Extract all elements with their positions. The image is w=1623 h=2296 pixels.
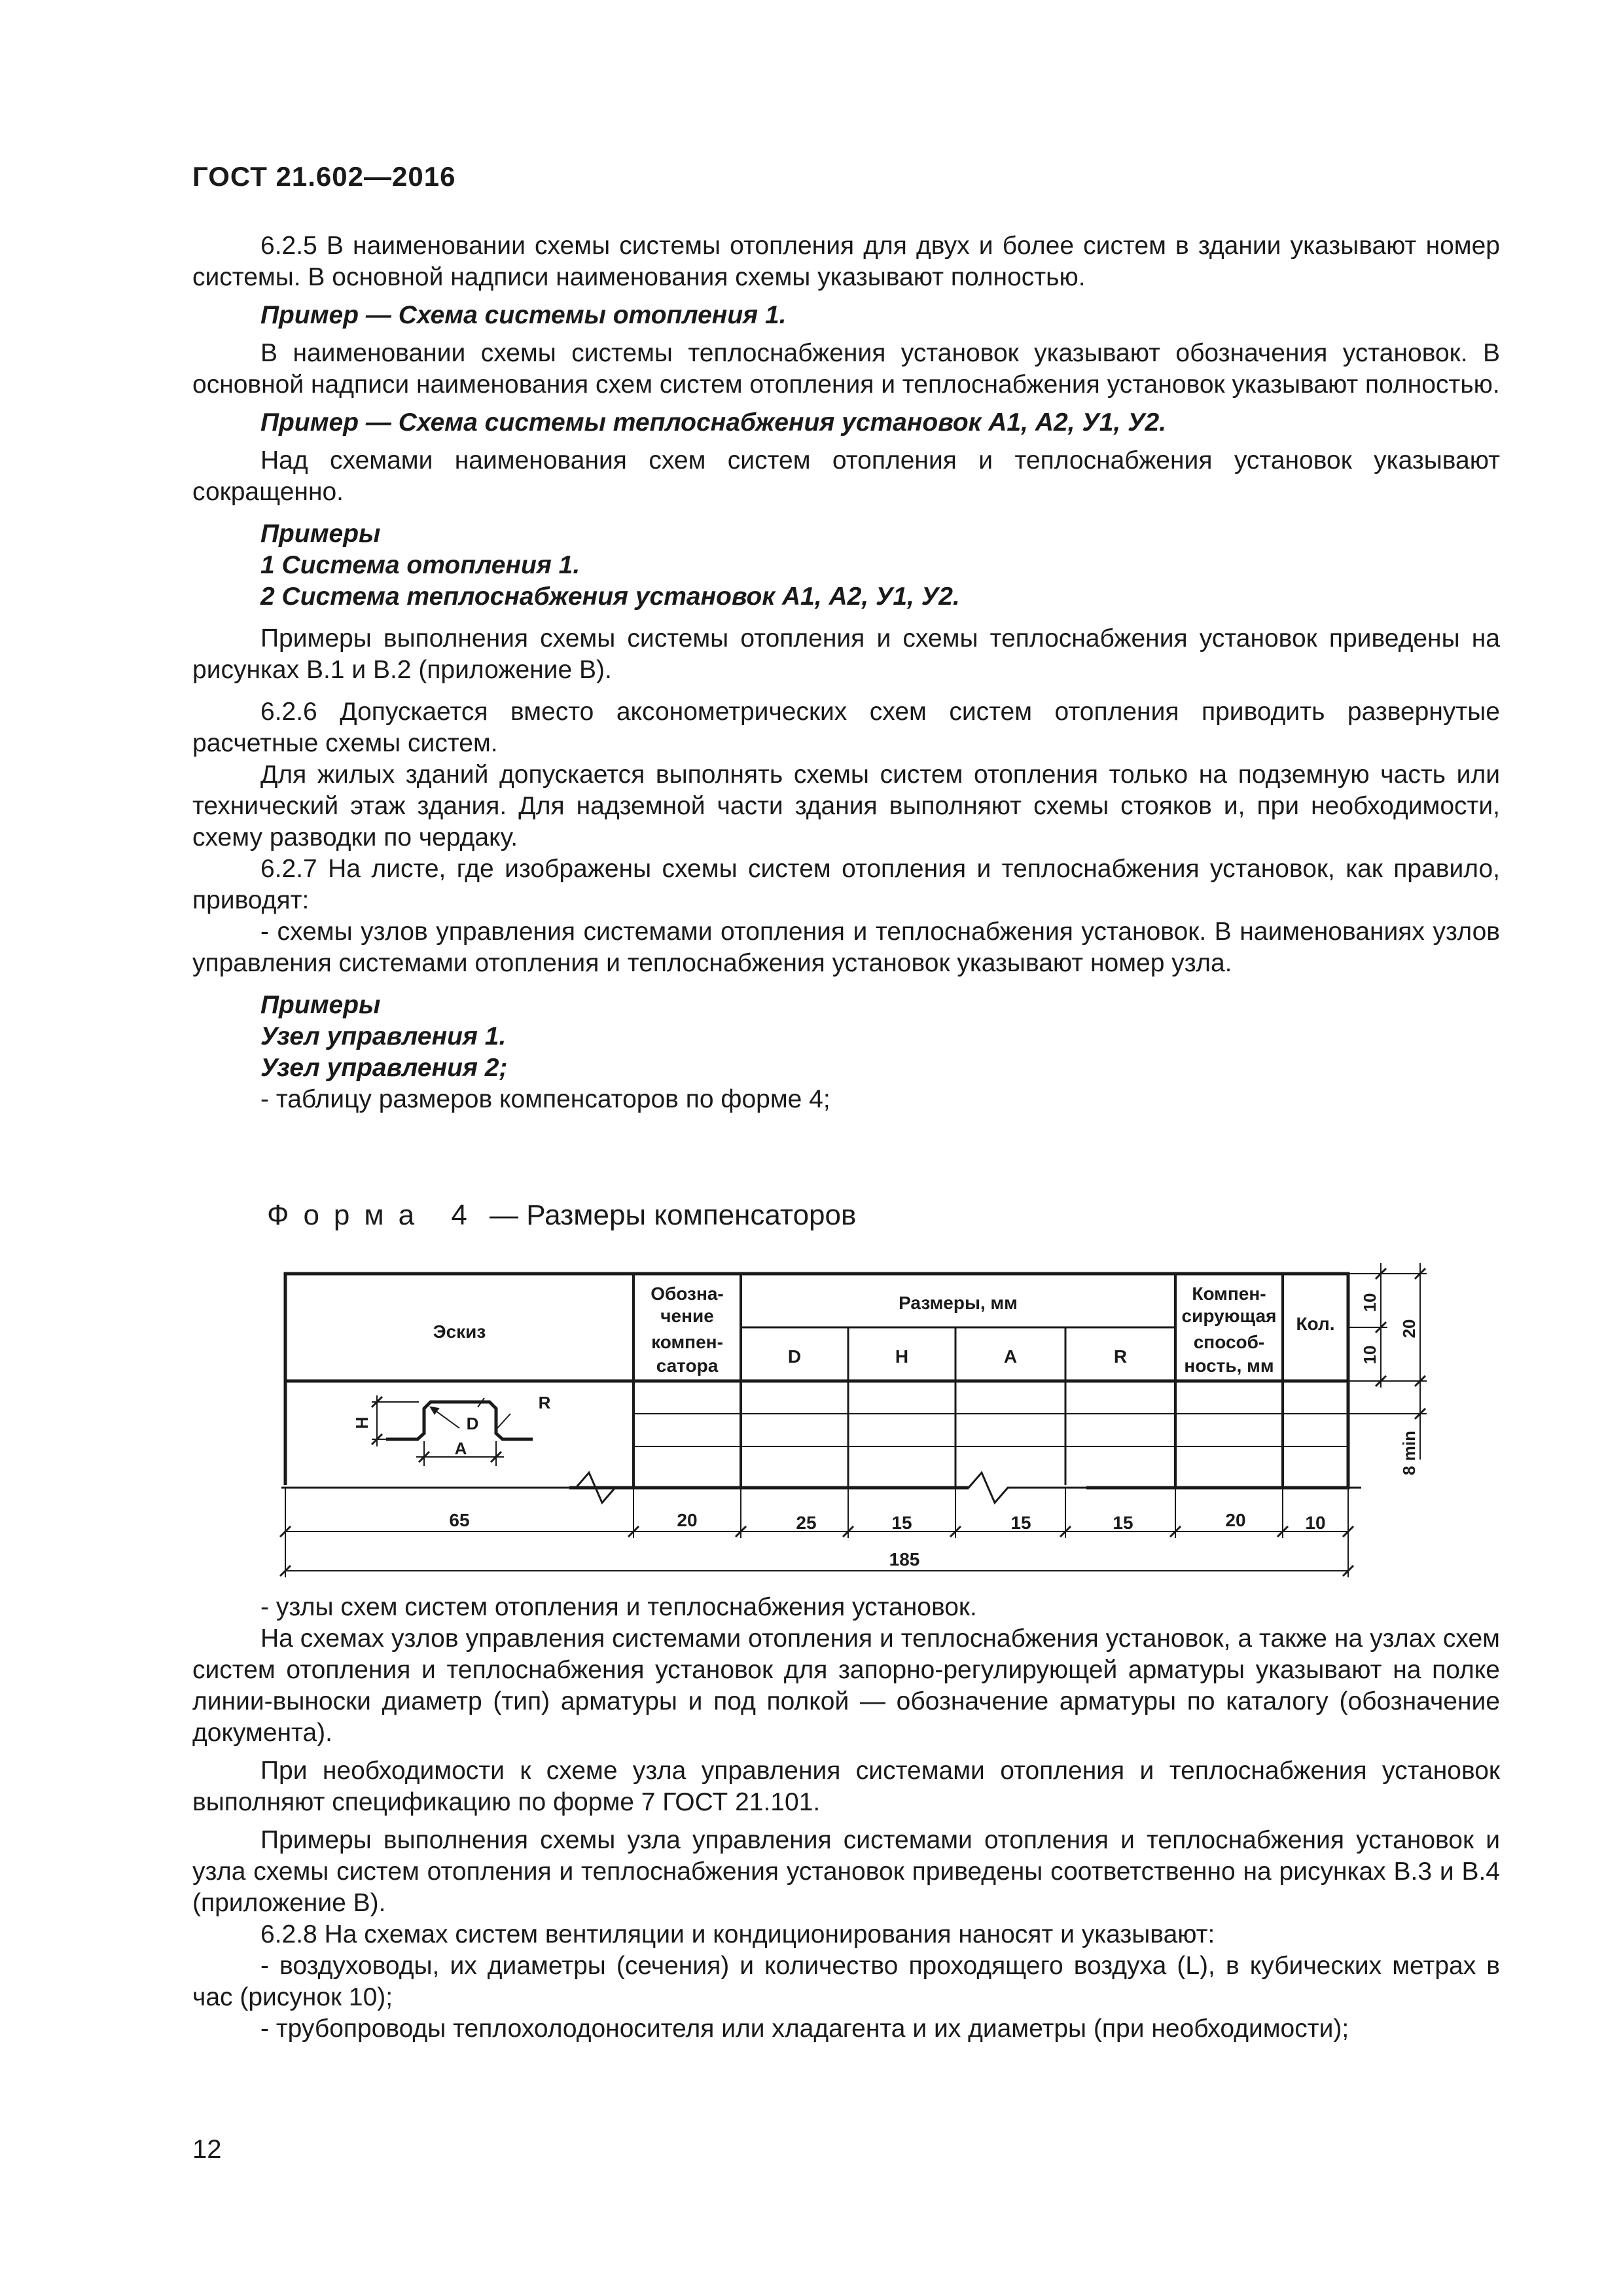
list-item: - трубопроводы теплохолодоносителя или хладагента и их диаметры (при необходимости); (260, 2015, 1349, 2043)
sketch-label-r: R (538, 1393, 551, 1412)
sub-col-h: H (895, 1346, 909, 1367)
paragraph: На схемах узлов управления системами отопления и теплоснабжения установок, а также на узлах схем систем отопления и теплоснабжения установок для запорно-регулирующей арматуры указывают на полке линии-выноски диаметр (тип) арматуры и под полкой — обозначение арматуры по каталогу (обозначение документа). (192, 1624, 1500, 1747)
col-method-line: Компен- (1192, 1283, 1266, 1304)
example-line: 1 Система отопления 1. (260, 551, 580, 579)
list-item: - воздуховоды, их диаметры (сечения) и количество проходящего воздуха (L), в кубических метрах в час (рисунок 10); (192, 1952, 1500, 2011)
col-designation-line: сатора (656, 1355, 719, 1376)
page-header: ГОСТ 21.602—2016 (192, 161, 456, 192)
example-line: Узел управления 2; (260, 1054, 508, 1082)
list-item: - схемы узлов управления системами отопления и теплоснабжения установок. В наименованиях узлов управления системами отопления и теплоснабжения установок указывают номер узла. (192, 918, 1500, 977)
col-designation-line: Обозна- (651, 1283, 724, 1304)
paragraph: Для жилых зданий допускается выполнять схемы систем отопления только на подземную часть или технический этаж здания. Для надземной части здания выполняют схемы стояков и, при необходимости, схему разводки по чердаку. (192, 761, 1500, 852)
sketch-label-a: A (454, 1439, 467, 1458)
example-line: Узел управления 1. (260, 1022, 507, 1050)
col-method-line: способ- (1193, 1332, 1265, 1352)
list-item: - узлы схем систем отопления и теплоснабжения установок. (260, 1593, 977, 1621)
text-block-top (192, 230, 1500, 1115)
paragraph: В наименовании схемы системы теплоснабжения установок указывают обозначения установок. В основной надписи наименования схем систем отопления и теплоснабжения установок указывают полностью. (192, 339, 1500, 399)
side-dim-top: 10 (1360, 1293, 1380, 1312)
col-method-line: ность, мм (1184, 1355, 1274, 1376)
compensator-form-table (262, 1257, 1440, 1584)
col-designation-line: компен- (651, 1332, 723, 1352)
side-dim-bottom: 10 (1360, 1345, 1380, 1365)
col-sizes-header: Размеры, мм (899, 1293, 1018, 1313)
dim-r: 15 (1113, 1513, 1133, 1533)
text-block-bottom (192, 1592, 1500, 2045)
dim-method: 20 (1225, 1510, 1246, 1530)
side-dim-total: 20 (1399, 1319, 1419, 1338)
paragraph: 6.2.6 Допускается вместо аксонометрических схем систем отопления приводить развернутые расчетные схемы систем. (192, 698, 1500, 757)
page-number: 12 (192, 2135, 222, 2164)
col-method-line: сирующая (1181, 1306, 1277, 1326)
example-line: Пример — Схема системы отопления 1. (260, 301, 787, 329)
col-sketch-header: Эскиз (433, 1321, 486, 1342)
example-line: Пример — Схема системы теплоснабжения установок А1, А2, У1, У2. (260, 408, 1167, 437)
paragraph: 6.2.8 На схемах систем вентиляции и кондиционирования наносят и указывают: (260, 1920, 1215, 1948)
col-designation-line: чение (660, 1306, 714, 1326)
paragraph: При необходимости к схеме узла управления системами отопления и теплоснабжения установок выполняют спецификацию по форме 7 ГОСТ 21.101. (192, 1757, 1500, 1816)
form-title-rest: — Размеры компенсаторов (490, 1199, 857, 1231)
side-dim-min: 8 min (1399, 1431, 1419, 1475)
form-title (267, 1199, 856, 1232)
example-line: 2 Система теплоснабжения установок А1, А2, У1, У2. (260, 583, 960, 611)
sketch-label-h: H (352, 1416, 372, 1429)
sub-col-a: A (1003, 1346, 1018, 1367)
dim-d: 25 (796, 1513, 817, 1533)
sketch-label-d: D (466, 1414, 479, 1433)
paragraph: Примеры выполнения схемы системы отопления и схемы теплоснабжения установок приведены на рисунках В.1 и В.2 (приложение В). (192, 624, 1500, 684)
dim-designation: 20 (677, 1510, 698, 1530)
form-title-prefix: Форма 4 (267, 1199, 482, 1231)
paragraph: 6.2.7 На листе, где изображены схемы систем отопления и теплоснабжения установок, как правило, приводят: (192, 855, 1500, 914)
dim-h: 15 (891, 1513, 912, 1533)
sub-col-r: R (1113, 1346, 1128, 1367)
paragraph: Примеры выполнения схемы узла управления системами отопления и теплоснабжения установок и узла схемы систем отопления и теплоснабжения установок приведены соответственно на рисунках В.3 и В.4 (приложение В). (192, 1826, 1500, 1917)
dim-a: 15 (1010, 1513, 1031, 1533)
sub-col-d: D (787, 1346, 802, 1367)
example-heading: Примеры (260, 520, 381, 548)
paragraph: 6.2.5 В наименовании схемы системы отопления для двух и более систем в здании указывают номер системы. В основной надписи наименования схемы указывают полностью. (192, 232, 1500, 291)
list-item: - таблицу размеров компенсаторов по форме 4; (260, 1085, 830, 1113)
dim-total: 185 (889, 1549, 920, 1570)
col-qty-header: Кол. (1296, 1314, 1335, 1334)
dim-qty: 10 (1305, 1513, 1326, 1533)
dim-sketch: 65 (449, 1510, 470, 1530)
paragraph: Над схемами наименования схем систем отопления и теплоснабжения установок указывают сокращенно. (192, 446, 1500, 506)
example-heading: Примеры (260, 991, 381, 1019)
